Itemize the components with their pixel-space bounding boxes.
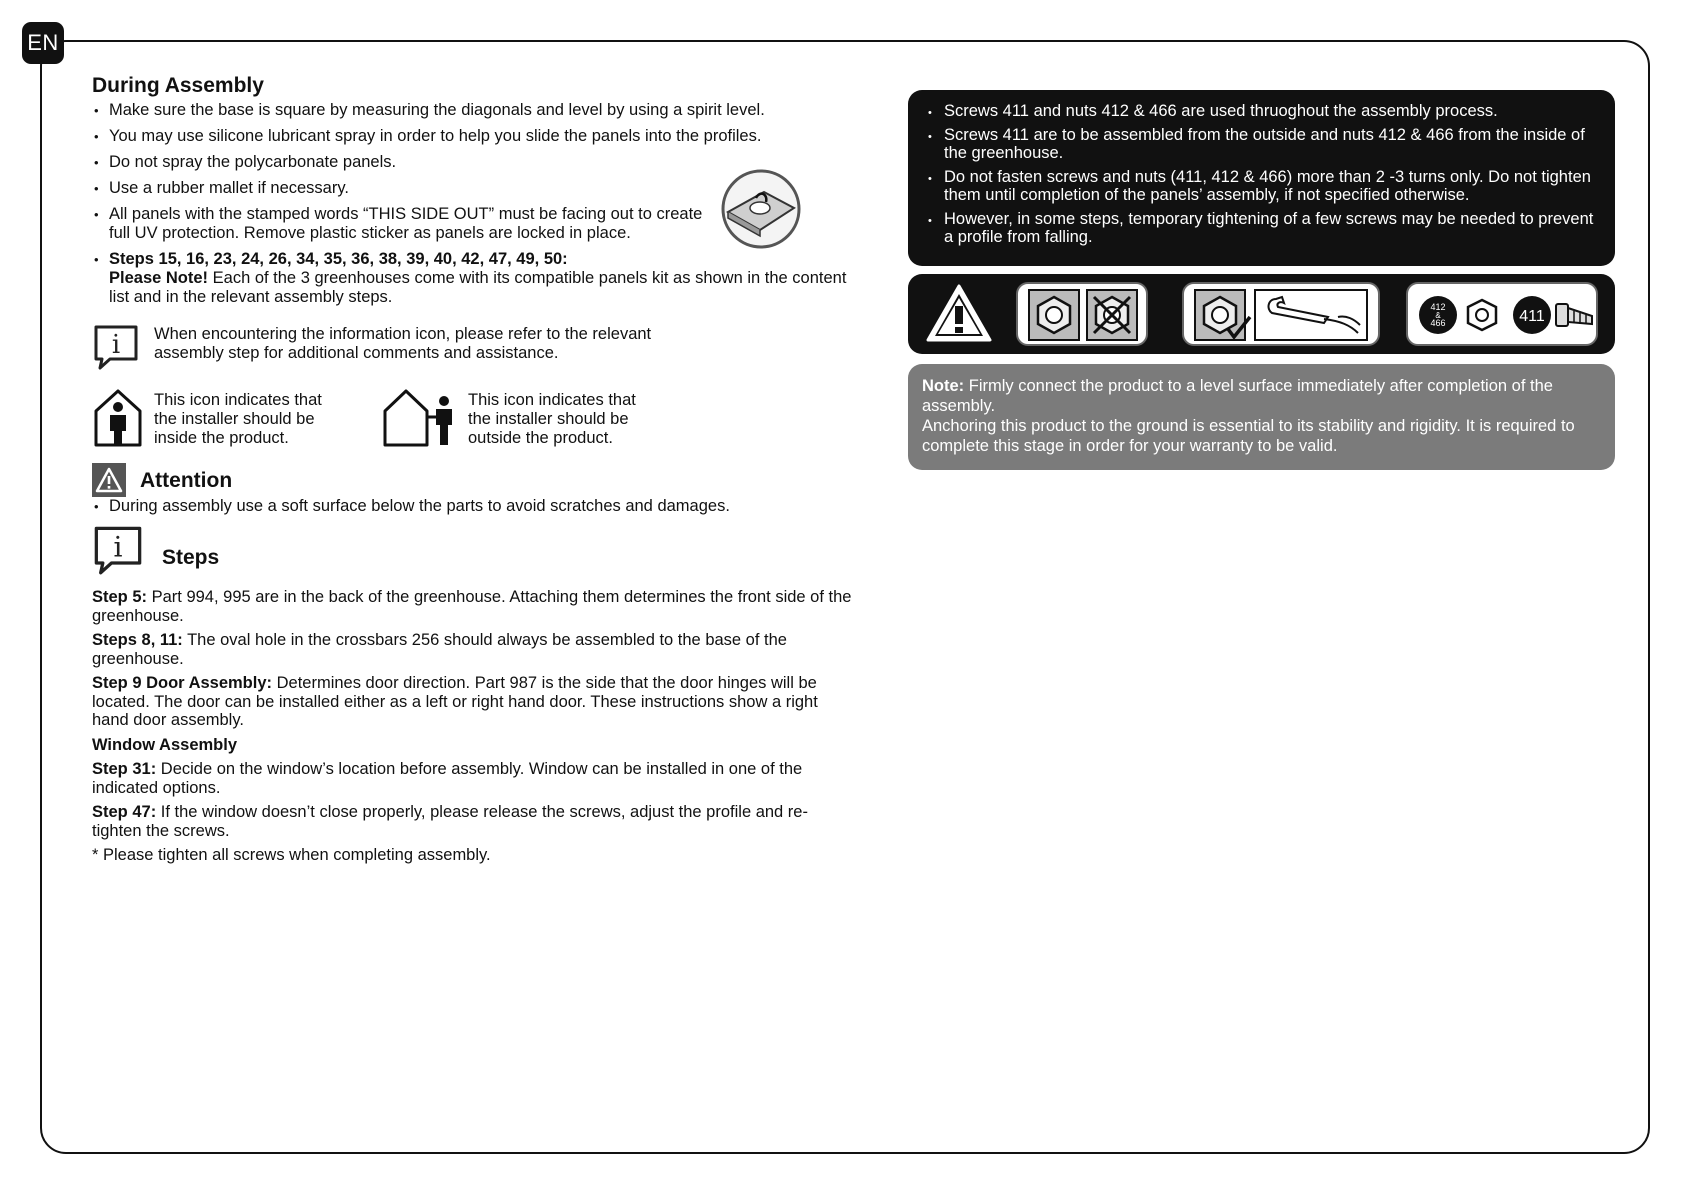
step-label: Step 47: <box>92 803 157 821</box>
attention-header <box>92 463 852 497</box>
note-label: Note: <box>922 377 965 395</box>
step-text: If the window doesn’t close properly, please release the screws, adjust the profile and re-tighten the screws. <box>92 803 808 840</box>
list-item: • Make sure the base is square by measuring the diagonals and level by using a spirit level. <box>92 101 852 120</box>
anchoring-note-box <box>908 364 1615 470</box>
step-text: Decide on the window’s location before assembly. Window can be installed in one of the indicated options. <box>92 760 803 797</box>
list-item <box>92 250 852 307</box>
steps-section <box>92 588 852 865</box>
please-note-text: Each of the 3 greenhouses come with its compatible panels kit as shown in the content list and in the relevant assembly steps. <box>109 269 847 306</box>
list-item: • You may use silicone lubricant spray in order to help you slide the panels into the profiles. <box>92 127 852 146</box>
wrench-icon <box>1254 289 1368 341</box>
outside-text: This icon indicates that the installer should be outside the product. <box>468 391 636 447</box>
steps-header <box>92 524 852 576</box>
list-item: • Do not fasten screws and nuts (411, 412 & 466) more than 2 -3 turns only. Do not tighten them until completion of the panels’ assembly, if not specified otherwise. <box>920 168 1599 204</box>
attention-title: Attention <box>140 468 233 492</box>
nut-icon <box>1028 289 1080 341</box>
step-label: Step 9 Door Assembly: <box>92 674 273 692</box>
hardware-strip <box>908 274 1615 354</box>
note-text: Firmly connect the product to a level surface immediately after completion of the assembly. <box>922 377 1553 415</box>
attention-list <box>92 497 852 516</box>
screw-label: 411 <box>1519 308 1545 325</box>
step-label: Steps 8, 11: <box>92 631 183 649</box>
window-assembly-title: Window Assembly <box>92 735 238 754</box>
list-item: • During assembly use a soft surface below the parts to avoid scratches and damages. <box>92 497 852 516</box>
step-text: Determines door direction. Part 987 is the side that the door hinges will be located. The door can be installed either as a left or right hand door. These instructions show a right hand door assembly. <box>92 674 818 729</box>
list-item: • Screws 411 and nuts 412 & 466 are used thruoghout the assembly process. <box>920 102 1599 120</box>
during-assembly-title: During Assembly <box>92 74 264 97</box>
step-label: Step 5: <box>92 588 148 606</box>
step-item <box>92 588 852 625</box>
left-column <box>92 76 852 871</box>
nut-crossed-icon <box>1086 289 1138 341</box>
info-icon <box>92 524 144 576</box>
note-paragraph <box>922 376 1599 416</box>
nut-checked-icon <box>1194 289 1252 341</box>
please-note-label: Please Note! <box>109 269 209 287</box>
steps-title: Steps <box>162 545 220 569</box>
screws-list <box>920 102 1599 246</box>
nut-part-icon <box>1418 294 1510 336</box>
warning-triangle-icon <box>924 282 994 344</box>
screws-info-box <box>908 90 1615 266</box>
svg-text:i: i <box>111 330 121 360</box>
info-icon <box>92 323 140 371</box>
nut-label-mid: & <box>1435 311 1441 320</box>
footnote: * Please tighten all screws when completing assembly. <box>92 846 491 864</box>
panel-sticker-icon <box>720 168 802 250</box>
installer-inside-icon <box>92 387 144 449</box>
nut-wrong-card <box>1016 282 1148 346</box>
nut-label-top: 412 <box>1430 302 1446 312</box>
list-item: • All panels with the stamped words “THIS SIDE OUT” must be facing out to create full UV protection. Remove plastic sticker as panels are locked in place. <box>92 205 709 243</box>
nut-label-bot: 466 <box>1430 318 1446 328</box>
info-icon-row <box>92 323 852 371</box>
wrench-card <box>1182 282 1380 346</box>
attention-badge <box>92 463 126 497</box>
list-item: • Use a rubber mallet if necessary. <box>92 179 852 198</box>
list-item: • Screws 411 are to be assembled from the outside and nuts 412 & 466 from the inside of the greenhouse. <box>920 126 1599 162</box>
step-item <box>92 803 812 840</box>
language-tab: EN <box>22 22 64 64</box>
list-item: • Do not spray the polycarbonate panels. <box>92 153 852 172</box>
step-label: Step 31: <box>92 760 157 778</box>
hardware-parts-card <box>1406 282 1598 346</box>
list-item: • However, in some steps, temporary tightening of a few screws may be needed to prevent a profile from falling. <box>920 210 1599 246</box>
step-text: Part 994, 995 are in the back of the greenhouse. Attaching them determines the front side of the greenhouse. <box>92 588 852 625</box>
installer-outside-icon <box>382 387 458 449</box>
step-item <box>92 631 852 668</box>
note-paragraph-2: Anchoring this product to the ground is essential to its stability and rigidity. It is required to complete this stage in order for your warranty to be valid. <box>922 417 1575 455</box>
step-text: The oval hole in the crossbars 256 should always be assembled to the base of the greenhouse. <box>92 631 787 668</box>
right-column <box>908 90 1615 470</box>
inside-text: This icon indicates that the installer should be inside the product. <box>154 391 322 447</box>
steps-line: Steps 15, 16, 23, 24, 26, 34, 35, 36, 38, 39, 40, 42, 47, 49, 50: <box>109 250 568 268</box>
step-item <box>92 760 852 797</box>
screw-part-icon <box>1512 294 1596 336</box>
svg-text:i: i <box>113 530 123 564</box>
installer-icons-row <box>92 387 852 449</box>
warning-triangle-icon <box>95 467 123 493</box>
step-item <box>92 674 852 730</box>
info-text: When encountering the information icon, please refer to the relevant assembly step for additional comments and assistance. <box>154 325 652 362</box>
outside-installer <box>382 387 648 449</box>
inside-installer <box>92 387 382 449</box>
